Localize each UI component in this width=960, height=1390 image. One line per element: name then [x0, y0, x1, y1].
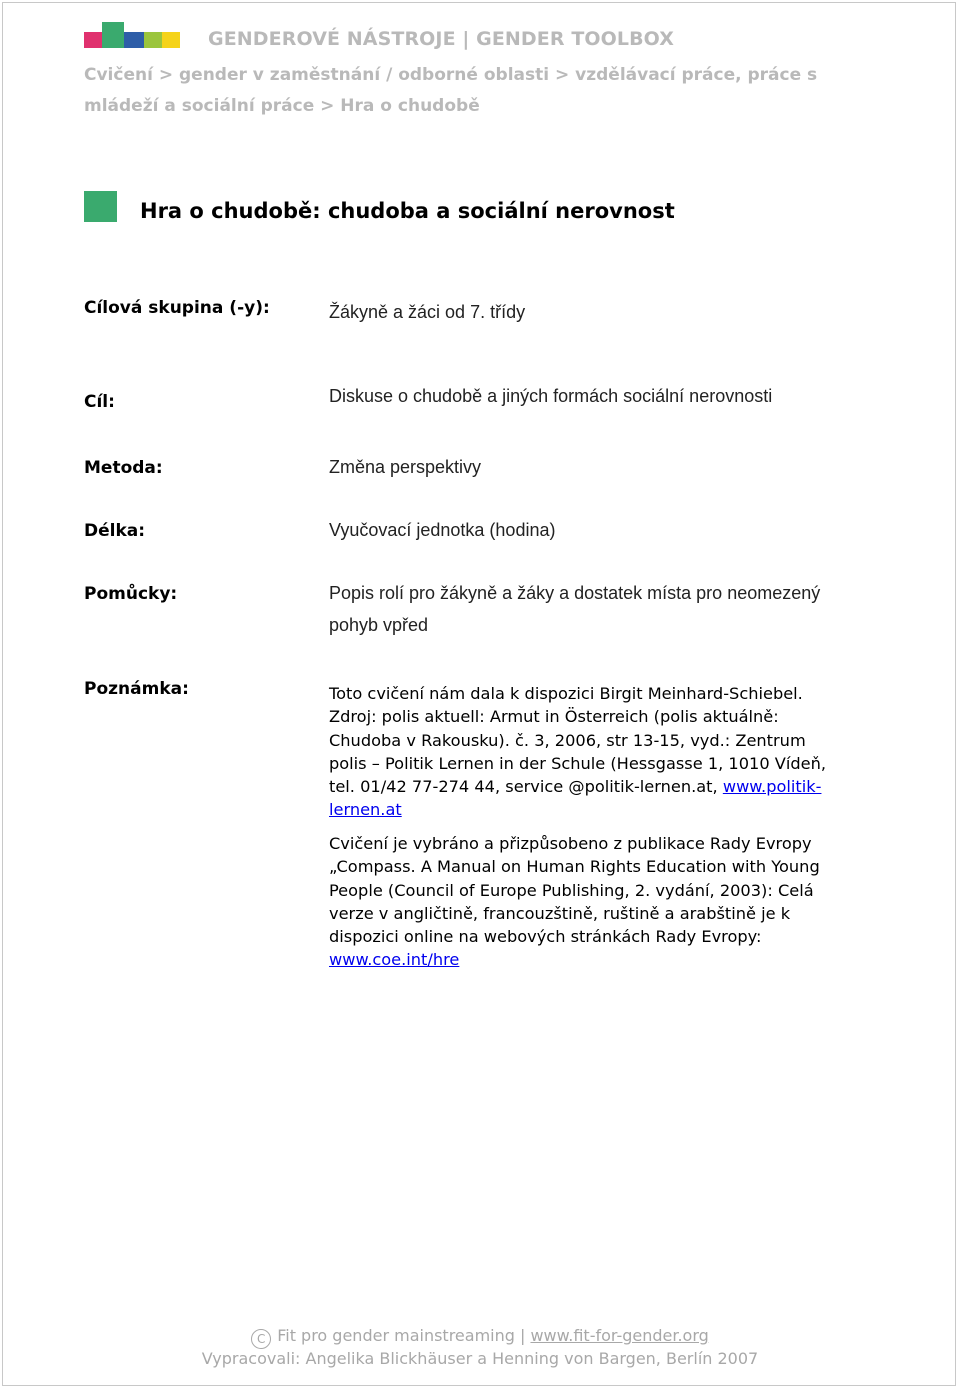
page-title: Hra o chudobě: chudoba a sociální nerovnost: [140, 199, 675, 223]
fit-for-gender-link[interactable]: www.fit-for-gender.org: [530, 1326, 709, 1345]
note-line: People (Council of Europe Publishing, 2. vydání, 2003): Celá: [329, 880, 814, 900]
politik-lernen-link[interactable]: www.politik-: [722, 777, 822, 797]
goal-value: Diskuse o chudobě a jiných formách sociální nerovnosti: [329, 386, 773, 406]
toolbox-logo: [84, 22, 180, 48]
footer-text: Fit pro gender mainstreaming |: [277, 1326, 531, 1345]
method-label: Metoda:: [84, 458, 163, 478]
politik-lernen-link-cont[interactable]: lernen.at: [329, 800, 402, 820]
note-label: Poznámka:: [84, 679, 189, 699]
footer-line-1: [0, 1326, 960, 1349]
title-marker-square: [84, 191, 117, 222]
note-line: Cvičení je vybráno a přizpůsobeno z publikace Rady Evropy: [329, 834, 812, 853]
goal-label: Cíl:: [84, 392, 115, 412]
note-line: Chudoba v Rakousku). č. 3, 2006, str 13-15, vyd.: Zentrum: [329, 730, 806, 750]
note-line: verze v angličtině, francouzštině, ruštině a arabštině je k: [329, 903, 791, 923]
note-line: dispozici online na webových stránkách Rady Evropy:: [329, 927, 762, 947]
length-label: Délka:: [84, 521, 146, 541]
note-line: [329, 798, 869, 821]
breadcrumb-line: Cvičení > gender v zaměstnání / odborné oblasti > vzdělávací práce, práce s: [84, 65, 818, 85]
note-line: [329, 948, 869, 971]
target-group-label: Cílová skupina (-y):: [84, 298, 270, 318]
header-title: GENDEROVÉ NÁSTROJE | GENDER TOOLBOX: [208, 28, 674, 50]
breadcrumb: [84, 60, 874, 122]
note-line-text: tel. 01/42 77-274 44, service @politik-lernen.at,: [329, 777, 723, 797]
materials-value: Popis rolí pro žákyně a žáky a dostatek místa pro neomezený: [329, 583, 821, 603]
breadcrumb-line: mládeží a sociální práce > Hra o chudobě: [84, 96, 480, 116]
method-value: Změna perspektivy: [329, 457, 482, 477]
note-line: Zdroj: polis aktuell: Armut in Österreich (polis aktuálně:: [329, 707, 779, 727]
note-line: [329, 775, 869, 798]
note-paragraph-compass: [329, 832, 869, 972]
footer-line-2: Vypracovali: Angelika Blickhäuser a Henning von Bargen, Berlín 2007: [201, 1349, 759, 1368]
note-line: polis – Politik Lernen in der Schule (Hessgasse 1, 1010 Vídeň,: [329, 753, 826, 773]
coe-link[interactable]: www.coe.int/hre: [329, 950, 460, 970]
note-line: „Compass. A Manual on Human Rights Education with Young: [329, 857, 820, 877]
materials-label: Pomůcky:: [84, 584, 178, 604]
target-group-value: Žákyně a žáci od 7. třídy: [329, 302, 526, 322]
copyright-icon: C: [251, 1329, 271, 1349]
note-paragraph-source: [329, 682, 869, 822]
note-line: Toto cvičení nám dala k dispozici Birgit Meinhard-Schiebel.: [329, 684, 803, 703]
materials-value-cont: pohyb vpřed: [329, 615, 429, 635]
length-value: Vyučovací jednotka (hodina): [329, 520, 556, 540]
